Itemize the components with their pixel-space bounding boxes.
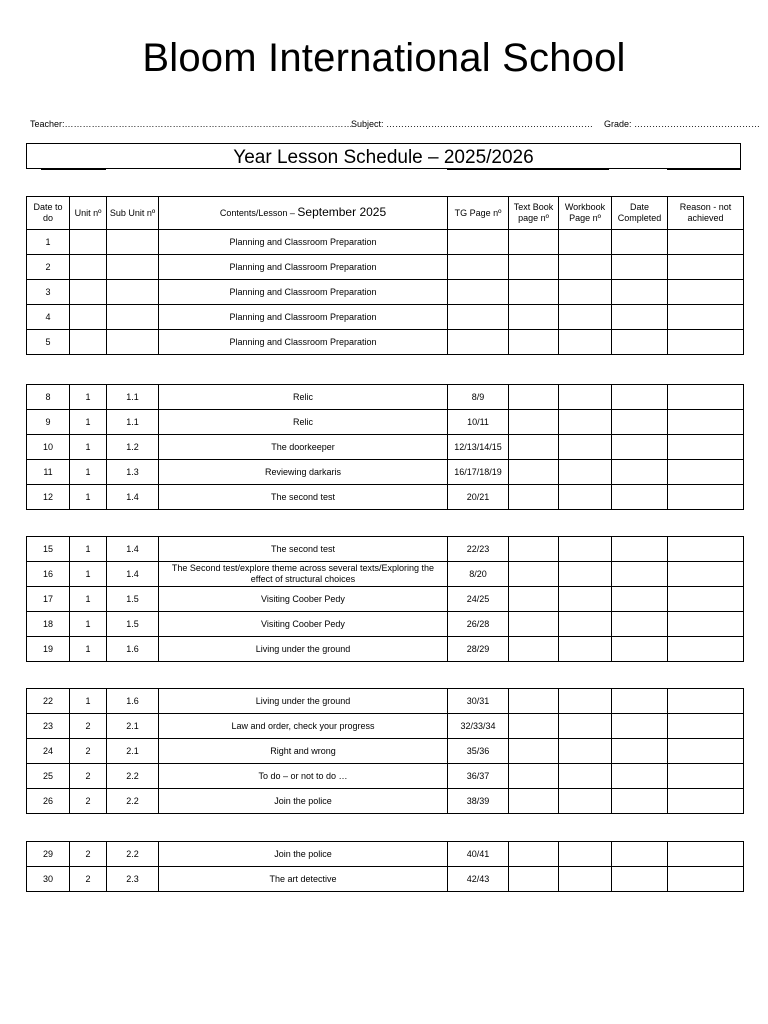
cell-workbook-page[interactable]	[559, 689, 612, 714]
teacher-label: Teacher:	[30, 119, 65, 129]
cell-unit[interactable]: 1	[70, 689, 107, 714]
schedule-table-week-2	[26, 384, 744, 510]
cell-workbook-page[interactable]	[559, 330, 612, 355]
header-row	[27, 197, 744, 230]
schedule-table-week-3	[26, 536, 744, 662]
cell-textbook-page[interactable]	[509, 305, 559, 330]
cell-subunit[interactable]: 1.6	[107, 689, 159, 714]
cell-textbook-page[interactable]	[509, 867, 559, 892]
cell-unit[interactable]	[70, 280, 107, 305]
cell-date: 29	[27, 842, 70, 867]
cell-date: 16	[27, 562, 70, 587]
subject-dots: ……………………………………………………………	[386, 119, 594, 129]
cell-tg-page[interactable]	[448, 330, 509, 355]
cell-tg-page[interactable]: 12/13/14/15	[448, 435, 509, 460]
cell-workbook-page[interactable]	[559, 764, 612, 789]
cell-subunit[interactable]: 2.2	[107, 842, 159, 867]
grade-dots: ……………………………………	[634, 119, 761, 129]
table-row	[27, 460, 744, 485]
cell-date-completed[interactable]	[612, 612, 668, 637]
cell-reason[interactable]	[668, 637, 744, 662]
cell-date-completed[interactable]	[612, 689, 668, 714]
cell-workbook-page[interactable]	[559, 562, 612, 587]
header-contents	[159, 197, 448, 230]
title-underline	[447, 169, 609, 170]
cell-lesson[interactable]: Law and order, check your progress	[159, 714, 448, 739]
cell-unit[interactable]: 2	[70, 867, 107, 892]
table-row	[27, 230, 744, 255]
cell-textbook-page[interactable]	[509, 255, 559, 280]
cell-subunit[interactable]: 1.4	[107, 485, 159, 510]
cell-lesson[interactable]: Planning and Classroom Preparation	[159, 230, 448, 255]
cell-unit[interactable]: 1	[70, 562, 107, 587]
cell-reason[interactable]	[668, 385, 744, 410]
cell-date: 5	[27, 330, 70, 355]
table-row	[27, 410, 744, 435]
cell-lesson[interactable]: Visiting Coober Pedy	[159, 587, 448, 612]
cell-reason[interactable]	[668, 305, 744, 330]
cell-subunit[interactable]: 1.2	[107, 435, 159, 460]
cell-lesson[interactable]: The second test	[159, 537, 448, 562]
subject-line[interactable]	[351, 119, 593, 129]
cell-workbook-page[interactable]	[559, 230, 612, 255]
cell-date: 22	[27, 689, 70, 714]
cell-date: 3	[27, 280, 70, 305]
cell-workbook-page[interactable]	[559, 842, 612, 867]
cell-lesson[interactable]: Living under the ground	[159, 637, 448, 662]
cell-textbook-page[interactable]	[509, 280, 559, 305]
header-date-completed: Date Completed	[612, 197, 668, 230]
cell-lesson[interactable]: Right and wrong	[159, 739, 448, 764]
cell-subunit[interactable]: 1.3	[107, 460, 159, 485]
cell-lesson[interactable]: Relic	[159, 385, 448, 410]
cell-unit[interactable]	[70, 255, 107, 280]
cell-tg-page[interactable]: 28/29	[448, 637, 509, 662]
cell-reason[interactable]	[668, 485, 744, 510]
cell-subunit[interactable]: 2.1	[107, 714, 159, 739]
cell-reason[interactable]	[668, 764, 744, 789]
cell-date: 25	[27, 764, 70, 789]
cell-reason[interactable]	[668, 330, 744, 355]
cell-reason[interactable]	[668, 410, 744, 435]
cell-textbook-page[interactable]	[509, 689, 559, 714]
cell-subunit[interactable]: 2.3	[107, 867, 159, 892]
table-row	[27, 587, 744, 612]
cell-unit[interactable]: 1	[70, 612, 107, 637]
cell-date: 2	[27, 255, 70, 280]
cell-lesson[interactable]: Join the police	[159, 789, 448, 814]
cell-subunit[interactable]: 1.5	[107, 612, 159, 637]
grade-line[interactable]	[604, 119, 760, 129]
cell-reason[interactable]	[668, 739, 744, 764]
table-row	[27, 385, 744, 410]
header-unit: Unit nº	[70, 197, 107, 230]
cell-workbook-page[interactable]	[559, 537, 612, 562]
cell-textbook-page[interactable]	[509, 714, 559, 739]
cell-tg-page[interactable]: 16/17/18/19	[448, 460, 509, 485]
cell-lesson[interactable]: Planning and Classroom Preparation	[159, 255, 448, 280]
schedule-table-week-5	[26, 841, 744, 892]
cell-date: 9	[27, 410, 70, 435]
cell-unit[interactable]	[70, 230, 107, 255]
table-row	[27, 764, 744, 789]
cell-subunit[interactable]: 2.2	[107, 764, 159, 789]
cell-textbook-page[interactable]	[509, 460, 559, 485]
schedule-title-box	[26, 143, 741, 169]
table-row	[27, 637, 744, 662]
cell-textbook-page[interactable]	[509, 485, 559, 510]
cell-tg-page[interactable]: 36/37	[448, 764, 509, 789]
cell-date: 23	[27, 714, 70, 739]
cell-tg-page[interactable]	[448, 305, 509, 330]
cell-unit[interactable]: 1	[70, 537, 107, 562]
cell-date-completed[interactable]	[612, 537, 668, 562]
cell-workbook-page[interactable]	[559, 485, 612, 510]
cell-unit[interactable]: 2	[70, 739, 107, 764]
cell-textbook-page[interactable]	[509, 789, 559, 814]
table-row	[27, 739, 744, 764]
cell-date-completed[interactable]	[612, 789, 668, 814]
cell-workbook-page[interactable]	[559, 587, 612, 612]
cell-date-completed[interactable]	[612, 739, 668, 764]
table-row	[27, 867, 744, 892]
cell-workbook-page[interactable]	[559, 460, 612, 485]
cell-date: 1	[27, 230, 70, 255]
table-row	[27, 689, 744, 714]
cell-reason[interactable]	[668, 255, 744, 280]
cell-subunit[interactable]: 1.1	[107, 385, 159, 410]
cell-date: 15	[27, 537, 70, 562]
cell-workbook-page[interactable]	[559, 789, 612, 814]
cell-textbook-page[interactable]	[509, 842, 559, 867]
cell-workbook-page[interactable]	[559, 739, 612, 764]
table-row	[27, 280, 744, 305]
cell-tg-page[interactable]: 35/36	[448, 739, 509, 764]
table-row	[27, 789, 744, 814]
cell-date-completed[interactable]	[612, 485, 668, 510]
cell-subunit[interactable]	[107, 280, 159, 305]
cell-unit[interactable]: 1	[70, 385, 107, 410]
header-contents-label: Contents/Lesson –	[219, 208, 298, 218]
schedule-table-week-1	[26, 196, 744, 355]
cell-workbook-page[interactable]	[559, 280, 612, 305]
cell-textbook-page[interactable]	[509, 612, 559, 637]
header-date: Date to do	[27, 197, 70, 230]
title-underline	[667, 169, 741, 170]
cell-tg-page[interactable]	[448, 280, 509, 305]
cell-reason[interactable]	[668, 867, 744, 892]
cell-workbook-page[interactable]	[559, 385, 612, 410]
header-subunit: Sub Unit nº	[107, 197, 159, 230]
cell-reason[interactable]	[668, 842, 744, 867]
cell-reason[interactable]	[668, 280, 744, 305]
cell-date-completed[interactable]	[612, 842, 668, 867]
cell-reason[interactable]	[668, 587, 744, 612]
cell-lesson[interactable]: The doorkeeper	[159, 435, 448, 460]
cell-reason[interactable]	[668, 435, 744, 460]
cell-unit[interactable]: 2	[70, 842, 107, 867]
cell-date: 26	[27, 789, 70, 814]
cell-tg-page[interactable]: 20/21	[448, 485, 509, 510]
cell-date: 10	[27, 435, 70, 460]
cell-subunit[interactable]: 1.1	[107, 410, 159, 435]
cell-textbook-page[interactable]	[509, 739, 559, 764]
cell-unit[interactable]: 1	[70, 460, 107, 485]
cell-tg-page[interactable]: 40/41	[448, 842, 509, 867]
cell-reason[interactable]	[668, 537, 744, 562]
cell-workbook-page[interactable]	[559, 612, 612, 637]
cell-date: 4	[27, 305, 70, 330]
cell-textbook-page[interactable]	[509, 587, 559, 612]
cell-workbook-page[interactable]	[559, 305, 612, 330]
cell-unit[interactable]: 2	[70, 764, 107, 789]
cell-date-completed[interactable]	[612, 305, 668, 330]
cell-lesson[interactable]: Visiting Coober Pedy	[159, 612, 448, 637]
cell-lesson[interactable]: Planning and Classroom Preparation	[159, 305, 448, 330]
cell-lesson[interactable]: Planning and Classroom Preparation	[159, 280, 448, 305]
cell-unit[interactable]	[70, 305, 107, 330]
cell-date: 12	[27, 485, 70, 510]
cell-lesson[interactable]: Relic	[159, 410, 448, 435]
cell-textbook-page[interactable]	[509, 410, 559, 435]
cell-unit[interactable]: 1	[70, 435, 107, 460]
cell-textbook-page[interactable]	[509, 330, 559, 355]
cell-date-completed[interactable]	[612, 330, 668, 355]
cell-workbook-page[interactable]	[559, 435, 612, 460]
cell-workbook-page[interactable]	[559, 637, 612, 662]
table-row	[27, 537, 744, 562]
teacher-dots: ……………………………………………………………………………………	[64, 119, 353, 129]
cell-textbook-page[interactable]	[509, 385, 559, 410]
cell-lesson[interactable]: The second test	[159, 485, 448, 510]
header-workbook-page: Workbook Page nº	[559, 197, 612, 230]
cell-date: 30	[27, 867, 70, 892]
teacher-line[interactable]	[30, 119, 353, 129]
title-underline	[70, 169, 106, 170]
cell-unit[interactable]: 2	[70, 714, 107, 739]
cell-date-completed[interactable]	[612, 764, 668, 789]
cell-tg-page[interactable]: 30/31	[448, 689, 509, 714]
cell-date: 17	[27, 587, 70, 612]
cell-reason[interactable]	[668, 789, 744, 814]
cell-lesson[interactable]: To do – or not to do …	[159, 764, 448, 789]
cell-date-completed[interactable]	[612, 460, 668, 485]
table-row	[27, 842, 744, 867]
cell-tg-page[interactable]	[448, 230, 509, 255]
cell-date-completed[interactable]	[612, 255, 668, 280]
cell-date: 11	[27, 460, 70, 485]
cell-subunit[interactable]	[107, 255, 159, 280]
table-row	[27, 612, 744, 637]
cell-textbook-page[interactable]	[509, 764, 559, 789]
schedule-table-week-4	[26, 688, 744, 814]
cell-date-completed[interactable]	[612, 562, 668, 587]
subject-label: Subject:	[351, 119, 384, 129]
cell-date-completed[interactable]	[612, 587, 668, 612]
cell-reason[interactable]	[668, 689, 744, 714]
cell-tg-page[interactable]	[448, 255, 509, 280]
table-row	[27, 485, 744, 510]
cell-subunit[interactable]: 1.4	[107, 537, 159, 562]
cell-date-completed[interactable]	[612, 230, 668, 255]
cell-tg-page[interactable]: 10/11	[448, 410, 509, 435]
cell-lesson[interactable]: Join the police	[159, 842, 448, 867]
cell-textbook-page[interactable]	[509, 230, 559, 255]
cell-textbook-page[interactable]	[509, 562, 559, 587]
schedule-title: Year Lesson Schedule – 2025/2026	[233, 147, 534, 168]
cell-date-completed[interactable]	[612, 410, 668, 435]
cell-reason[interactable]	[668, 612, 744, 637]
cell-date: 18	[27, 612, 70, 637]
header-contents-month: September 2025	[297, 205, 387, 219]
table-row	[27, 305, 744, 330]
cell-unit[interactable]: 1	[70, 637, 107, 662]
cell-workbook-page[interactable]	[559, 410, 612, 435]
cell-unit[interactable]: 2	[70, 789, 107, 814]
cell-date: 19	[27, 637, 70, 662]
cell-workbook-page[interactable]	[559, 714, 612, 739]
grade-label: Grade:	[604, 119, 632, 129]
cell-reason[interactable]	[668, 562, 744, 587]
school-title: Bloom International School	[142, 36, 626, 80]
cell-date-completed[interactable]	[612, 280, 668, 305]
cell-unit[interactable]	[70, 330, 107, 355]
cell-date: 24	[27, 739, 70, 764]
cell-workbook-page[interactable]	[559, 255, 612, 280]
cell-textbook-page[interactable]	[509, 637, 559, 662]
cell-tg-page[interactable]: 38/39	[448, 789, 509, 814]
cell-workbook-page[interactable]	[559, 867, 612, 892]
cell-textbook-page[interactable]	[509, 435, 559, 460]
cell-unit[interactable]: 1	[70, 410, 107, 435]
cell-date: 8	[27, 385, 70, 410]
cell-tg-page[interactable]: 42/43	[448, 867, 509, 892]
cell-tg-page[interactable]: 24/25	[448, 587, 509, 612]
cell-lesson[interactable]: Living under the ground	[159, 689, 448, 714]
cell-subunit[interactable]: 1.4	[107, 562, 159, 587]
cell-subunit[interactable]: 1.6	[107, 637, 159, 662]
cell-tg-page[interactable]: 22/23	[448, 537, 509, 562]
table-row	[27, 714, 744, 739]
cell-date-completed[interactable]	[612, 637, 668, 662]
cell-reason[interactable]	[668, 460, 744, 485]
table-row	[27, 255, 744, 280]
header-reason: Reason - not achieved	[668, 197, 744, 230]
cell-date-completed[interactable]	[612, 714, 668, 739]
cell-subunit[interactable]: 2.1	[107, 739, 159, 764]
cell-date-completed[interactable]	[612, 435, 668, 460]
cell-lesson[interactable]: The art detective	[159, 867, 448, 892]
cell-unit[interactable]: 1	[70, 587, 107, 612]
cell-unit[interactable]: 1	[70, 485, 107, 510]
table-row	[27, 330, 744, 355]
cell-lesson[interactable]: The Second test/explore theme across several texts/Exploring the effect of structural choices	[159, 562, 448, 587]
cell-subunit[interactable]: 2.2	[107, 789, 159, 814]
cell-textbook-page[interactable]	[509, 537, 559, 562]
cell-lesson[interactable]: Planning and Classroom Preparation	[159, 330, 448, 355]
header-textbook-page: Text Book page nº	[509, 197, 559, 230]
cell-subunit[interactable]	[107, 330, 159, 355]
header-tg-page: TG Page nº	[448, 197, 509, 230]
cell-subunit[interactable]: 1.5	[107, 587, 159, 612]
cell-lesson[interactable]: Reviewing darkaris	[159, 460, 448, 485]
cell-reason[interactable]	[668, 230, 744, 255]
cell-tg-page[interactable]: 26/28	[448, 612, 509, 637]
cell-tg-page[interactable]: 32/33/34	[448, 714, 509, 739]
cell-subunit[interactable]	[107, 305, 159, 330]
cell-tg-page[interactable]: 8/9	[448, 385, 509, 410]
cell-date-completed[interactable]	[612, 385, 668, 410]
table-row	[27, 435, 744, 460]
cell-subunit[interactable]	[107, 230, 159, 255]
cell-reason[interactable]	[668, 714, 744, 739]
cell-tg-page[interactable]: 8/20	[448, 562, 509, 587]
table-row	[27, 562, 744, 587]
cell-date-completed[interactable]	[612, 867, 668, 892]
